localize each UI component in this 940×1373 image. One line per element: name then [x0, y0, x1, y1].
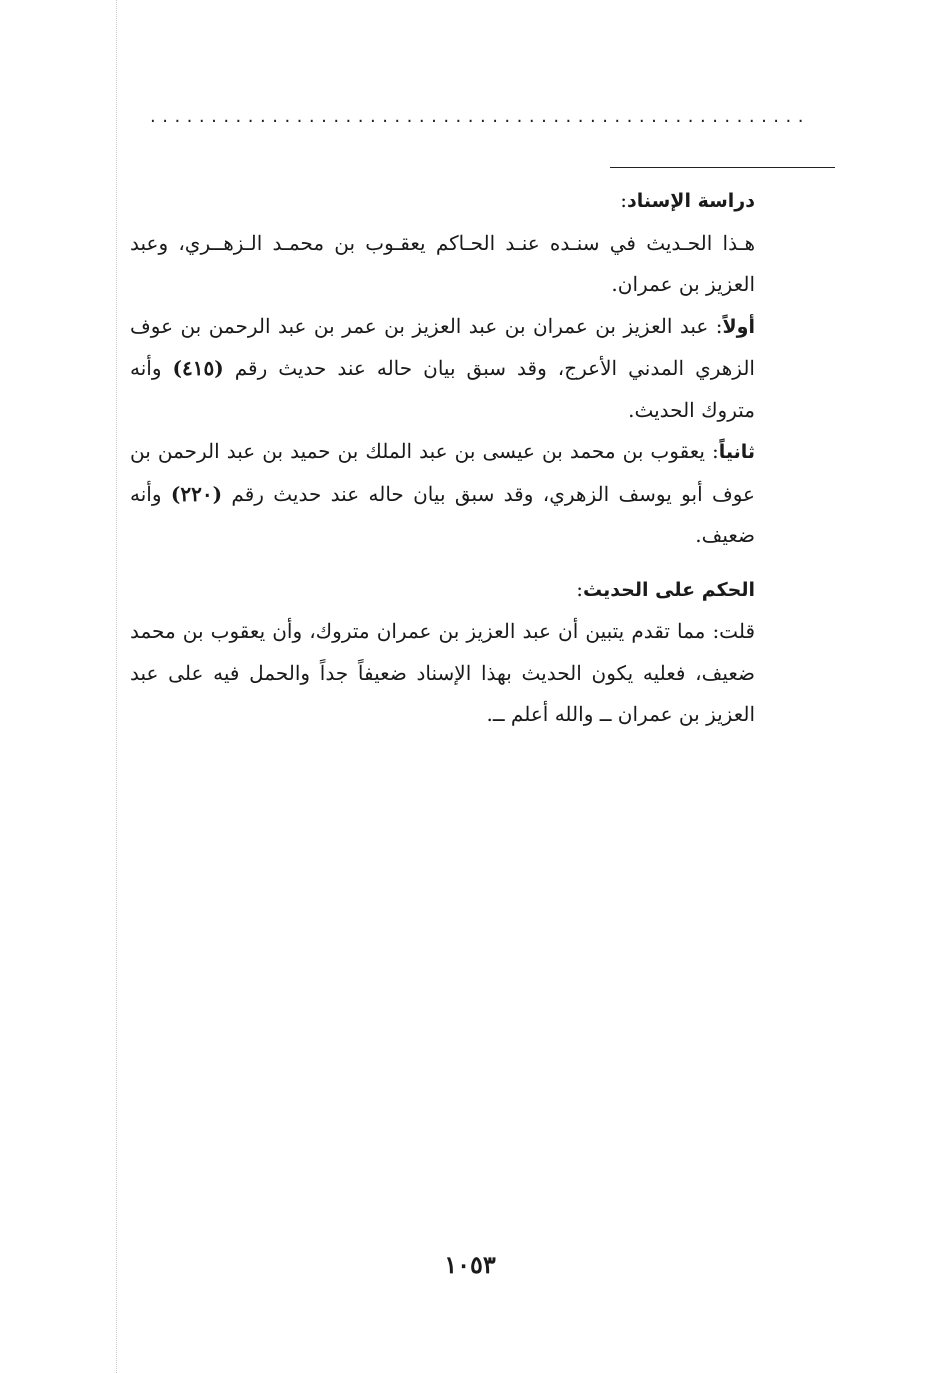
- narrator-second-paragraph: [130, 431, 755, 557]
- dotted-separator: ......................................................: [150, 106, 810, 127]
- first-label: أولاً: [722, 315, 755, 338]
- isnad-heading: [130, 180, 755, 223]
- ruling-paragraph: قلت: مما تقدم يتبين أن عبد العزيز بن عمران متروك، وأن يعقوب بن محمد ضعيف، فعليه يكون الحديث بهذا الإسناد ضعيفاً جداً والحمل فيه على عبد العزيز بن عمران ــ والله أعلم ــ.: [130, 619, 755, 726]
- section-gap: [130, 557, 755, 569]
- scan-edge-dotted-line: [116, 0, 117, 1373]
- first-ref-number: (٤١٥): [172, 356, 224, 380]
- ruling-heading-text: الحكم على الحديث: [582, 578, 755, 601]
- narrator-first-paragraph: [130, 306, 755, 432]
- footnote-rule: [610, 167, 835, 168]
- ruling-heading: [130, 569, 755, 612]
- first-text-after: وأنه متروك الحديث.: [130, 356, 755, 422]
- second-text-before: : يعقوب بن محمد بن عيسى بن عبد الملك بن حميد بن عبد الرحمن بن عوف أبو يوسف الزهري، وقد سبق بيان حاله عند حديث رقم: [130, 439, 755, 506]
- first-text-before: : عبد العزيز بن عمران بن عبد العزيز بن عمر بن عبد الرحمن بن عوف الزهري المدني الأعرج، وقد سبق بيان حاله عند حديث رقم: [130, 313, 755, 380]
- main-text: [130, 180, 755, 736]
- second-text-after: وأنه ضعيف.: [130, 481, 755, 547]
- isnad-heading-colon: :: [620, 188, 627, 212]
- isnad-heading-text: دراسة الإسناد: [626, 190, 755, 212]
- page-number: ١٠٥٣: [444, 1250, 496, 1279]
- second-ref-number: (٢٢٠): [170, 481, 223, 506]
- isnad-intro-paragraph: هـذا الحـديث في سنـده عنـد الحـاكم يعقـوب بن محمـد الـزهــري، وعبد العزيز بن عمران.: [130, 230, 755, 296]
- ruling-heading-colon: :: [576, 576, 583, 601]
- second-label: ثانياً: [718, 441, 755, 463]
